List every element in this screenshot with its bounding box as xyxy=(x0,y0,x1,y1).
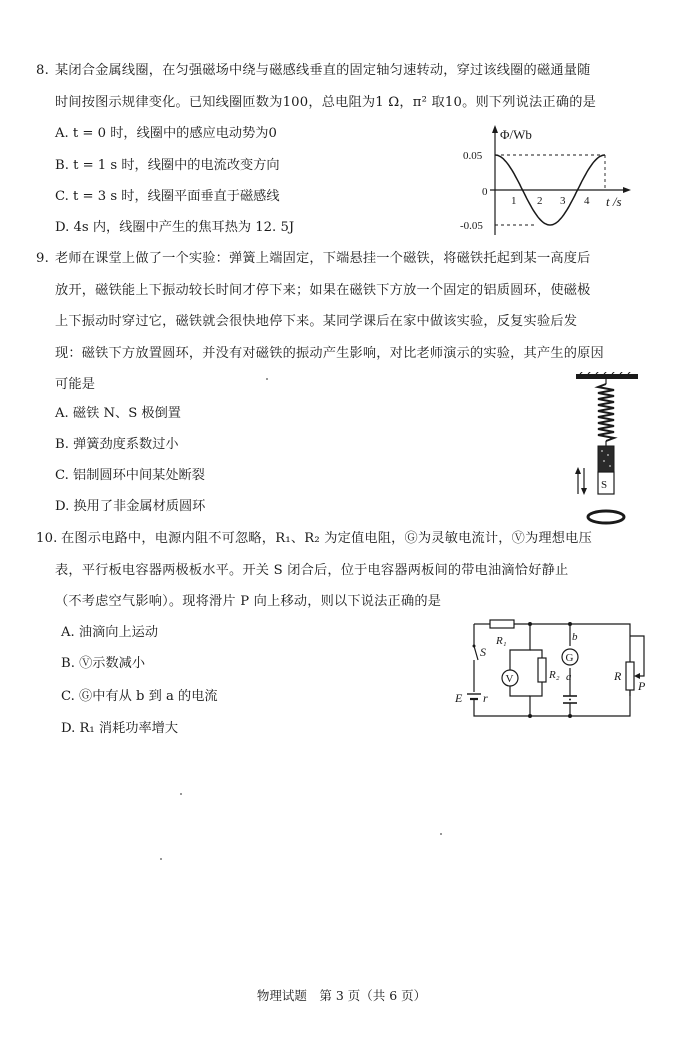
question-10-option-d: D. R₁ 消耗功率增大 xyxy=(61,721,179,736)
scan-speck xyxy=(440,833,442,835)
magnet-upper-pole xyxy=(598,446,614,472)
question-8-number: 8. xyxy=(36,63,49,78)
wire-r2-top xyxy=(530,650,542,658)
r2-label: R₂ xyxy=(549,669,560,681)
question-9-option-d: D. 换用了非金属材质圆环 xyxy=(55,499,206,514)
y-axis-arrow xyxy=(492,125,498,133)
spring-magnet-figure xyxy=(570,372,644,530)
oil-droplet xyxy=(569,699,571,701)
rheostat-r xyxy=(626,662,634,690)
switch-s xyxy=(474,646,478,660)
question-9-number: 9. xyxy=(36,251,49,266)
question-10-option-b: B. Ⓥ示数减小 xyxy=(61,656,146,671)
r1-label: R₁ xyxy=(496,635,507,647)
slider-p-label: P xyxy=(638,679,646,693)
x-tick-4: 4 xyxy=(584,195,590,207)
resistor-r1 xyxy=(490,620,514,628)
x-tick-2: 2 xyxy=(537,195,543,207)
question-8-option-c: C. t = 3 s 时，线圈平面垂直于磁感线 xyxy=(55,189,280,204)
question-10-option-c: C. Ⓖ中有从 b 到 a 的电流 xyxy=(61,689,218,704)
spring-coil xyxy=(598,384,614,441)
node-r1-right xyxy=(528,622,532,626)
node-bottom-middle xyxy=(568,714,572,718)
question-9-stem-line-5: 可能是 xyxy=(55,377,96,392)
x-tick-3: 3 xyxy=(560,195,566,207)
question-10-stem-line-2: 表，平行板电容器两极板水平。开关 S 闭合后，位于电容器两板间的带电油滴恰好静止 xyxy=(55,563,569,578)
question-9-option-b: B. 弹簧劲度系数过小 xyxy=(55,437,179,452)
r-label: R xyxy=(614,669,622,683)
wire-voltmeter-branch-bottom xyxy=(510,686,530,696)
question-9-stem-line-2: 放开，磁铁能上下振动较长时间才停下来；如果在磁铁下方放一个固定的铝质圆环，使磁极 xyxy=(55,283,591,298)
question-9-stem-line-1: 老师在课堂上做了一个实验：弹簧上端固定，下端悬挂一个磁铁，将磁铁托起到某一高度后 xyxy=(55,251,591,266)
x-axis-label: t /s xyxy=(606,194,622,209)
question-9-option-c: C. 铝制圆环中间某处断裂 xyxy=(55,468,205,483)
resistor-r2 xyxy=(538,658,546,682)
question-8-stem-line-1: 某闭合金属线圈，在匀强磁场中绕与磁感线垂直的固定轴匀速转动，穿过该线圈的磁通量随 xyxy=(55,63,591,78)
motion-arrow-up-head xyxy=(575,467,581,474)
question-8-stem-line-2: 时间按图示规律变化。已知线圈匝数为100，总电阻为1 Ω，π² 取10。则下列说法正确的是 xyxy=(55,95,596,110)
source-e-label: E xyxy=(455,691,463,705)
origin-label: 0 xyxy=(482,186,488,198)
question-8-option-b: B. t = 1 s 时，线圈中的电流改变方向 xyxy=(55,158,280,173)
switch-pivot xyxy=(473,645,476,648)
voltmeter-label: V xyxy=(505,673,514,685)
scan-speck xyxy=(180,793,182,795)
question-10-stem-line-1: 在图示电路中，电源内阻不可忽略，R₁、R₂ 为定值电阻，Ⓖ为灵敏电流计，Ⓥ为理想电压 xyxy=(61,531,592,546)
aluminum-ring xyxy=(588,511,624,523)
node-b-label: b xyxy=(572,631,578,643)
internal-r-label: r xyxy=(483,691,488,705)
motion-arrow-down-head xyxy=(581,488,587,495)
x-tick-1: 1 xyxy=(511,195,517,207)
question-10-stem-line-3: （不考虑空气影响）。现将滑片 P 向上移动，则以下说法正确的是 xyxy=(55,594,442,609)
ceiling-mount xyxy=(576,374,638,379)
question-9-option-a: A. 磁铁 N、S 极倒置 xyxy=(55,406,181,421)
wire-bottom xyxy=(474,690,630,716)
wire-voltmeter-branch-top xyxy=(510,624,530,670)
node-bottom-left xyxy=(528,714,532,718)
y-tick-bottom: -0.05 xyxy=(460,220,483,232)
y-axis-label: Φ/Wb xyxy=(500,127,532,142)
y-tick-top: 0.05 xyxy=(463,150,483,162)
galvanometer-label: G xyxy=(565,652,574,664)
switch-label: S xyxy=(480,645,486,659)
question-9-stem-line-4: 现：磁铁下方放置圆环，并没有对磁铁的振动产生影响，对比老师演示的实验，其产生的原因 xyxy=(55,346,604,361)
wire-r2-bottom xyxy=(530,682,542,716)
question-10-number: 10. xyxy=(36,531,58,546)
node-galvanometer xyxy=(568,622,572,626)
flux-time-graph xyxy=(460,122,640,240)
page-footer: 物理试题 第 3 页（共 6 页） xyxy=(256,988,427,1003)
scan-speck xyxy=(160,858,162,860)
ceiling-hatch xyxy=(580,372,632,374)
circuit-diagram xyxy=(452,616,652,724)
scan-speck xyxy=(266,378,268,380)
magnet-s-label: S xyxy=(601,479,608,491)
question-9-stem-line-3: 上下振动时穿过它，磁铁就会很快地停下来。某同学课后在家中做该实验，反复实验后发 xyxy=(55,314,578,329)
question-10-option-a: A. 油滴向上运动 xyxy=(61,625,159,640)
question-8-option-a: A. t = 0 时，线圈中的感应电动势为0 xyxy=(55,126,277,141)
question-8-option-d: D. 4s 内，线圈中产生的焦耳热为 12. 5J xyxy=(55,220,295,235)
x-axis-arrow xyxy=(623,187,631,193)
node-a-label: a xyxy=(566,671,572,683)
